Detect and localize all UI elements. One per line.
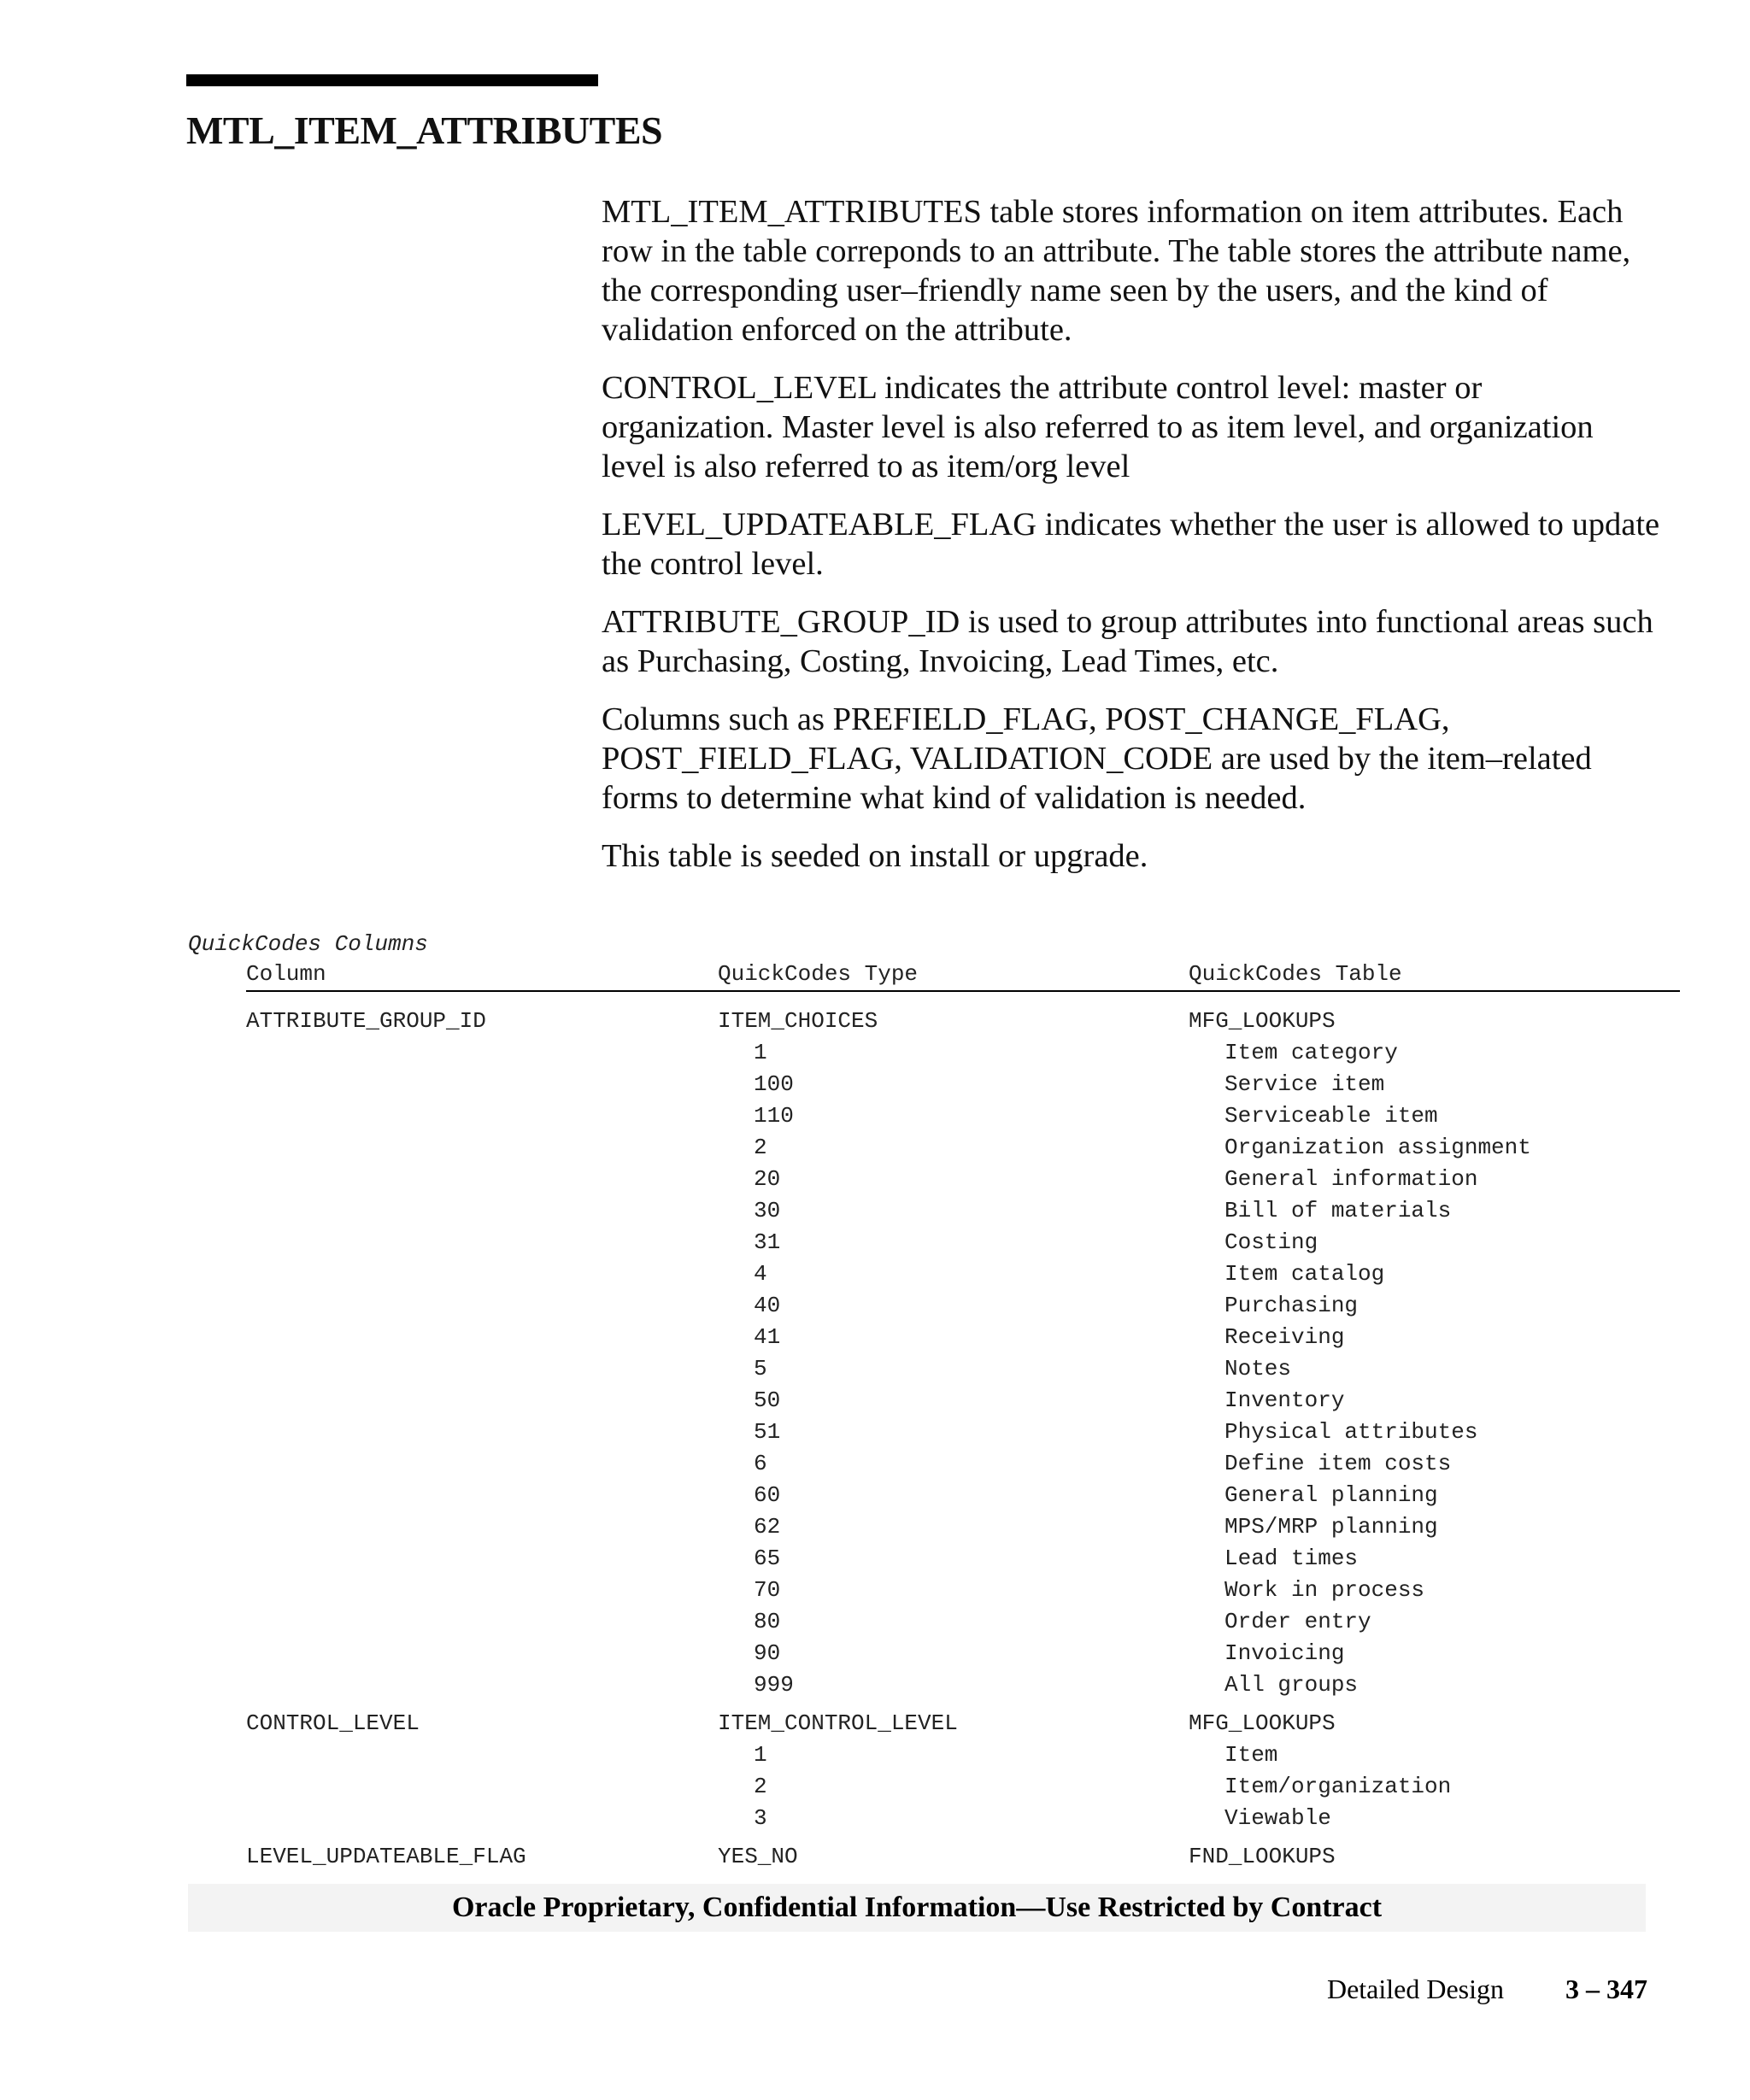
description-paragraph: Columns such as PREFIELD_FLAG, POST_CHANGE_FLAG, POST_FIELD_FLAG, VALIDATION_CODE are used by the item–related forms to determine what kind of validation is needed.	[602, 701, 1592, 816]
lookup-code: 3	[754, 1805, 767, 1831]
table-row	[246, 1261, 1680, 1293]
table-row	[246, 1774, 1680, 1805]
lookup-meaning: Define item costs	[1224, 1451, 1452, 1476]
table-row	[246, 1482, 1680, 1514]
table-row	[246, 1577, 1680, 1609]
table-row	[246, 1166, 1680, 1198]
quickcodes-caption: QuickCodes Columns	[188, 931, 428, 957]
lookup-meaning: MPS/MRP planning	[1224, 1514, 1438, 1540]
lookup-code: 6	[754, 1451, 767, 1476]
description-paragraph: MTL_ITEM_ATTRIBUTES table stores information on item attributes. Each row in the table correponds to an attribute. The table stores the attribute name, the corresponding user–friendly name seen by the users, and the kind of validation enforced on the attribute.	[602, 194, 1631, 348]
header-quickcodes-table: QuickCodes Table	[1189, 961, 1402, 987]
lookup-code: 30	[754, 1198, 781, 1223]
description-paragraph: CONTROL_LEVEL indicates the attribute control level: master or organization. Master level is also referred to as item level, and organization level is also referred to as item/org level	[602, 370, 1594, 484]
header-quickcodes-type: QuickCodes Type	[718, 961, 919, 987]
lookup-meaning: Inventory	[1224, 1387, 1345, 1413]
lookup-meaning: Physical attributes	[1224, 1419, 1478, 1445]
table-row	[246, 1710, 1680, 1742]
lookup-code: 100	[754, 1071, 794, 1097]
table-row	[246, 1844, 1680, 1875]
section-name: Detailed Design	[1326, 1974, 1504, 2004]
table-row	[246, 1609, 1680, 1640]
table-row	[246, 1324, 1680, 1356]
lookup-code: 80	[754, 1609, 781, 1634]
quickcodes-table: MFG_LOOKUPS	[1189, 1008, 1336, 1034]
lookup-meaning: Organization assignment	[1224, 1135, 1531, 1160]
lookup-meaning: Item category	[1224, 1040, 1398, 1065]
table-row	[246, 1071, 1680, 1103]
lookup-code: 2	[754, 1774, 767, 1799]
lookup-code: 70	[754, 1577, 781, 1603]
quickcodes-table: MFG_LOOKUPS	[1189, 1710, 1336, 1736]
description-paragraph: LEVEL_UPDATEABLE_FLAG indicates whether the user is allowed to update the control level.	[602, 507, 1660, 582]
lookup-meaning: Item catalog	[1224, 1261, 1385, 1287]
table-row	[246, 1387, 1680, 1419]
lookup-meaning: Service item	[1224, 1071, 1385, 1097]
lookup-code: 41	[754, 1324, 781, 1350]
column-name: ATTRIBUTE_GROUP_ID	[246, 1008, 486, 1034]
lookup-code: 110	[754, 1103, 794, 1129]
lookup-code: 60	[754, 1482, 781, 1508]
quickcodes-table	[246, 1008, 1680, 1882]
quickcodes-type: ITEM_CHOICES	[718, 1008, 878, 1034]
lookup-code: 65	[754, 1546, 781, 1571]
quickcodes-table: FND_LOOKUPS	[1189, 1844, 1336, 1869]
table-row	[246, 1293, 1680, 1324]
lookup-code: 4	[754, 1261, 767, 1287]
quickcode-group	[246, 1710, 1680, 1837]
quickcodes-header	[246, 961, 1680, 992]
lookup-meaning: Order entry	[1224, 1609, 1371, 1634]
lookup-meaning: Serviceable item	[1224, 1103, 1438, 1129]
lookup-meaning: Costing	[1224, 1229, 1318, 1255]
title-rule	[186, 74, 598, 86]
lookup-meaning: General planning	[1224, 1482, 1438, 1508]
table-description	[602, 192, 1661, 895]
lookup-meaning: All groups	[1224, 1672, 1359, 1698]
description-paragraph: This table is seeded on install or upgrade.	[602, 838, 1148, 874]
table-row	[246, 1103, 1680, 1135]
lookup-meaning: Bill of materials	[1224, 1198, 1452, 1223]
quickcode-group	[246, 1844, 1680, 1875]
lookup-code: 999	[754, 1672, 794, 1698]
column-name: CONTROL_LEVEL	[246, 1710, 420, 1736]
quickcode-group	[246, 1008, 1680, 1704]
table-row	[246, 1198, 1680, 1229]
lookup-meaning: Viewable	[1224, 1805, 1331, 1831]
table-row	[246, 1419, 1680, 1451]
table-row	[246, 1514, 1680, 1546]
table-row	[246, 1135, 1680, 1166]
lookup-code: 1	[754, 1040, 767, 1065]
table-row	[246, 1742, 1680, 1774]
table-row	[246, 1640, 1680, 1672]
lookup-meaning: Item	[1224, 1742, 1278, 1768]
lookup-meaning: Purchasing	[1224, 1293, 1359, 1318]
table-row	[246, 1356, 1680, 1387]
lookup-code: 1	[754, 1742, 767, 1768]
lookup-code: 2	[754, 1135, 767, 1160]
lookup-code: 90	[754, 1640, 781, 1666]
lookup-code: 5	[754, 1356, 767, 1381]
column-name: LEVEL_UPDATEABLE_FLAG	[246, 1844, 526, 1869]
page-number: 3 – 347	[1565, 1974, 1647, 2004]
table-row	[246, 1805, 1680, 1837]
lookup-meaning: Invoicing	[1224, 1640, 1345, 1666]
table-row	[246, 1546, 1680, 1577]
lookup-code: 40	[754, 1293, 781, 1318]
page-title: MTL_ITEM_ATTRIBUTES	[186, 109, 663, 152]
table-row	[246, 1040, 1680, 1071]
lookup-meaning: Receiving	[1224, 1324, 1345, 1350]
description-paragraph: ATTRIBUTE_GROUP_ID is used to group attributes into functional areas such as Purchasing, Costing, Invoicing, Lead Times, etc.	[602, 604, 1653, 679]
lookup-meaning: Lead times	[1224, 1546, 1359, 1571]
lookup-meaning: Item/organization	[1224, 1774, 1452, 1799]
table-row	[246, 1672, 1680, 1704]
lookup-code: 62	[754, 1514, 781, 1540]
lookup-code: 51	[754, 1419, 781, 1445]
quickcodes-type: YES_NO	[718, 1844, 798, 1869]
lookup-meaning: Notes	[1224, 1356, 1292, 1381]
lookup-meaning: Work in process	[1224, 1577, 1425, 1603]
table-row	[246, 1229, 1680, 1261]
table-row	[246, 1451, 1680, 1482]
table-row	[246, 1008, 1680, 1040]
lookup-code: 50	[754, 1387, 781, 1413]
page-footer	[1327, 1974, 1647, 2005]
lookup-code: 31	[754, 1229, 781, 1255]
quickcodes-type: ITEM_CONTROL_LEVEL	[718, 1710, 958, 1736]
header-column: Column	[246, 961, 326, 987]
confidential-notice: Oracle Proprietary, Confidential Information––Use Restricted by Contract	[188, 1884, 1646, 1932]
lookup-meaning: General information	[1224, 1166, 1478, 1192]
lookup-code: 20	[754, 1166, 781, 1192]
